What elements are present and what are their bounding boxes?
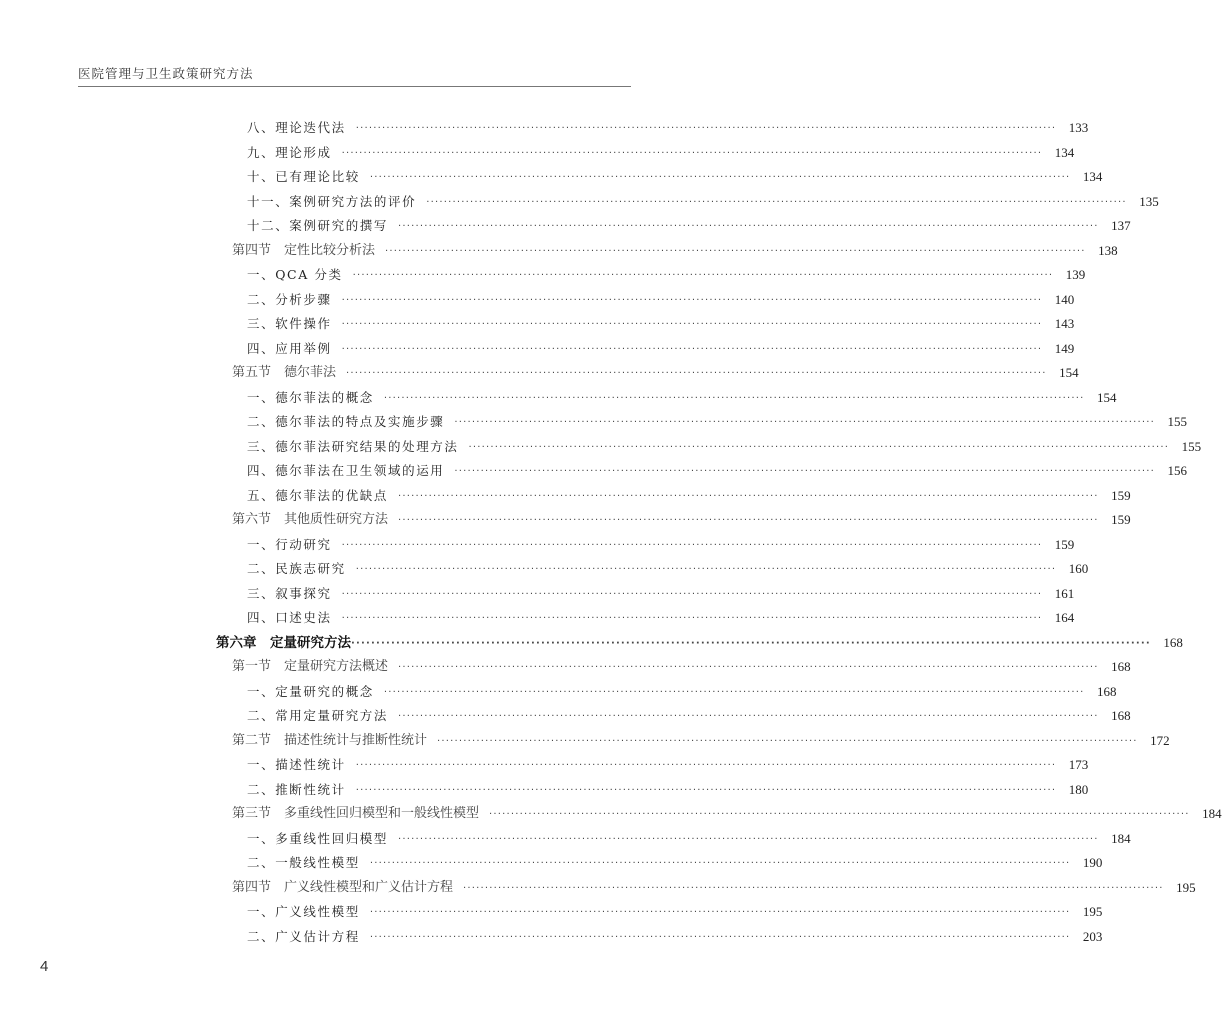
toc-entry-page: 140 — [1054, 291, 1075, 307]
toc-item — [0, 923, 1103, 945]
toc-item — [0, 457, 1187, 479]
dot-leader: ································································································································································ — [468, 441, 1170, 453]
toc-entry-title: 十、已有理论比较 — [247, 169, 360, 184]
toc-entry-page: 149 — [1054, 340, 1075, 356]
toc-item — [0, 286, 1075, 308]
toc-entry-title: 一、多重线性回归模型 — [247, 830, 389, 846]
dot-leader: ································································································································································ — [398, 662, 1099, 673]
dot-leader: ································································································································································ — [351, 637, 1151, 649]
toc-item — [0, 531, 1075, 553]
toc-entry-title: 十一、案例研究方法的评价 — [247, 193, 417, 209]
dot-leader: ································································································································································ — [341, 588, 1043, 600]
toc-entry-page: 155 — [1181, 438, 1202, 454]
toc-entry-page: 154 — [1059, 365, 1079, 380]
toc-entry-title: 第一节 定量研究方法概述 — [232, 659, 389, 674]
dot-leader: ································································································································································ — [385, 245, 1086, 257]
toc-entry-title: 二、一般线性模型 — [247, 855, 360, 870]
dot-leader: ································································································································································ — [341, 539, 1043, 551]
toc-entry-page: 203 — [1082, 928, 1103, 944]
toc-section — [0, 653, 1131, 675]
dot-leader: ································································································································································ — [383, 392, 1085, 404]
toc-entry-title: 一、广义线性模型 — [247, 904, 360, 919]
toc-entry-title: 第六节 其他质性研究方法 — [232, 512, 389, 527]
toc-entry-page: 159 — [1054, 536, 1075, 552]
toc-entry-title: 八、理论迭代法 — [247, 120, 346, 135]
toc-section — [0, 506, 1131, 528]
toc-entry-title: 第六章 定量研究方法 — [216, 634, 351, 651]
dot-leader: ································································································································································ — [369, 907, 1071, 918]
toc-item — [0, 212, 1131, 234]
dot-leader: ································································································································································ — [346, 368, 1047, 379]
toc-entry-page: 159 — [1111, 487, 1131, 503]
toc-entry-page: 168 — [1111, 708, 1131, 723]
toc-entry-title: 第四节 定性比较分析法 — [232, 242, 376, 258]
toc-entry-page: 190 — [1082, 855, 1103, 870]
toc-entry-title: 一、行动研究 — [247, 536, 332, 552]
toc-section — [0, 237, 1118, 259]
toc-section — [0, 727, 1170, 749]
toc-entry-page: 159 — [1111, 512, 1131, 527]
toc-item — [0, 408, 1187, 430]
toc-entry-title: 第二节 描述性统计与推断性统计 — [232, 732, 428, 748]
toc-entry-page: 160 — [1068, 561, 1089, 576]
dot-leader: ································································································································································ — [341, 319, 1043, 330]
toc-entry-title: 二、广义估计方程 — [247, 928, 360, 944]
toc-entry-title: 一、描述性统计 — [247, 757, 346, 772]
page-number: 4 — [40, 958, 49, 975]
toc-item — [0, 678, 1117, 700]
toc-item — [0, 114, 1089, 136]
toc-entry-title: 第三节 多重线性回归模型和一般线性模型 — [232, 806, 480, 821]
dot-leader: ································································································································································ — [352, 270, 1054, 281]
toc-entry-page: 180 — [1068, 781, 1089, 797]
toc-item — [0, 384, 1117, 406]
toc-section — [0, 800, 1222, 822]
toc-entry-title: 第五节 德尔菲法 — [232, 365, 337, 380]
toc-item — [0, 898, 1103, 920]
toc-entry-title: 第四节 广义线性模型和广义估计方程 — [232, 879, 454, 895]
toc-chapter — [0, 629, 1183, 651]
toc-entry-page: 161 — [1054, 585, 1075, 601]
toc-entry-page: 184 — [1111, 830, 1131, 846]
toc-item — [0, 825, 1131, 847]
toc-item — [0, 702, 1131, 724]
toc-entry-title: 二、德尔菲法的特点及实施步骤 — [247, 414, 445, 429]
dot-leader: ································································································································································ — [341, 147, 1043, 159]
toc-entry-page: 154 — [1097, 389, 1117, 405]
dot-leader: ································································································································································ — [355, 784, 1057, 796]
toc-item — [0, 580, 1075, 602]
toc-entry-title: 十二、案例研究的撰写 — [247, 218, 389, 233]
toc-item — [0, 555, 1089, 577]
toc-item — [0, 433, 1202, 455]
toc-entry-page: 155 — [1167, 414, 1187, 429]
toc-entry-page: 139 — [1065, 267, 1086, 282]
toc-entry-page: 168 — [1163, 634, 1183, 650]
dot-leader: ································································································································································ — [369, 931, 1071, 943]
toc-entry-page: 164 — [1054, 610, 1075, 625]
toc-entry-title: 九、理论形成 — [247, 144, 332, 160]
dot-leader: ································································································································································ — [463, 882, 1164, 894]
toc-item — [0, 139, 1075, 161]
toc-section — [0, 874, 1196, 896]
toc-entry-page: 156 — [1167, 463, 1187, 478]
toc-item — [0, 482, 1131, 504]
toc-entry-page: 134 — [1082, 169, 1103, 184]
dot-leader: ································································································································································ — [369, 858, 1071, 869]
dot-leader: ································································································································································ — [355, 564, 1057, 575]
dot-leader: ································································································································································ — [398, 833, 1099, 845]
dot-leader: ································································································································································ — [398, 711, 1099, 722]
toc-section — [0, 359, 1079, 381]
toc-item — [0, 163, 1103, 185]
toc-item — [0, 604, 1075, 626]
toc-entry-title: 二、民族志研究 — [247, 561, 346, 576]
toc-entry-title: 一、QCA 分类 — [247, 267, 343, 282]
dot-leader: ································································································································································ — [454, 466, 1155, 477]
toc-entry-title: 四、口述史法 — [247, 610, 332, 625]
toc-item — [0, 776, 1089, 798]
toc-item — [0, 849, 1103, 871]
dot-leader: ································································································································································ — [355, 760, 1057, 771]
running-header: 医院管理与卫生政策研究方法 — [78, 66, 254, 81]
toc-entry-title: 一、德尔菲法的概念 — [247, 389, 374, 405]
toc-entry-page: 135 — [1139, 193, 1159, 209]
dot-leader: ································································································································································ — [489, 809, 1190, 820]
toc-entry-page: 133 — [1068, 120, 1089, 135]
toc-entry-title: 四、应用举例 — [247, 340, 332, 356]
toc-entry-title: 二、推断性统计 — [247, 781, 346, 797]
toc-entry-title: 二、分析步骤 — [247, 291, 332, 307]
toc-entry-page: 195 — [1176, 879, 1196, 895]
header-rule — [78, 86, 631, 87]
dot-leader: ································································································································································ — [355, 123, 1057, 134]
toc-item — [0, 188, 1159, 210]
toc-entry-page: 195 — [1082, 904, 1103, 919]
dot-leader: ································································································································································ — [341, 294, 1043, 306]
dot-leader: ································································································································································ — [437, 735, 1138, 747]
toc-item — [0, 261, 1086, 283]
toc-item — [0, 310, 1075, 332]
toc-entry-page: 168 — [1111, 659, 1131, 674]
dot-leader: ································································································································································ — [383, 686, 1085, 698]
toc-entry-page: 172 — [1150, 732, 1170, 748]
dot-leader: ································································································································································ — [398, 490, 1099, 502]
toc-entry-page: 168 — [1097, 683, 1117, 699]
toc-entry-title: 一、定量研究的概念 — [247, 683, 374, 699]
toc-entry-title: 四、德尔菲法在卫生领域的运用 — [247, 463, 445, 478]
dot-leader: ································································································································································ — [398, 515, 1099, 526]
toc-entry-title: 三、叙事探究 — [247, 585, 332, 601]
toc-entry-title: 三、软件操作 — [247, 316, 332, 331]
toc-entry-page: 137 — [1111, 218, 1131, 233]
dot-leader: ································································································································································ — [341, 613, 1043, 624]
toc-entry-page: 184 — [1202, 806, 1222, 821]
toc-entry-page: 134 — [1054, 144, 1075, 160]
dot-leader: ································································································································································ — [426, 196, 1127, 208]
toc-entry-page: 173 — [1068, 757, 1089, 772]
dot-leader: ································································································································································ — [369, 172, 1071, 183]
toc-entry-title: 三、德尔菲法研究结果的处理方法 — [247, 438, 459, 454]
toc-entry-title: 二、常用定量研究方法 — [247, 708, 389, 723]
toc-item — [0, 751, 1089, 773]
toc-entry-page: 138 — [1098, 242, 1118, 258]
toc-item — [0, 335, 1075, 357]
dot-leader: ································································································································································ — [341, 343, 1043, 355]
toc-entry-title: 五、德尔菲法的优缺点 — [247, 487, 389, 503]
dot-leader: ································································································································································ — [454, 417, 1155, 428]
dot-leader: ································································································································································ — [398, 221, 1099, 232]
toc-entry-page: 143 — [1054, 316, 1075, 331]
